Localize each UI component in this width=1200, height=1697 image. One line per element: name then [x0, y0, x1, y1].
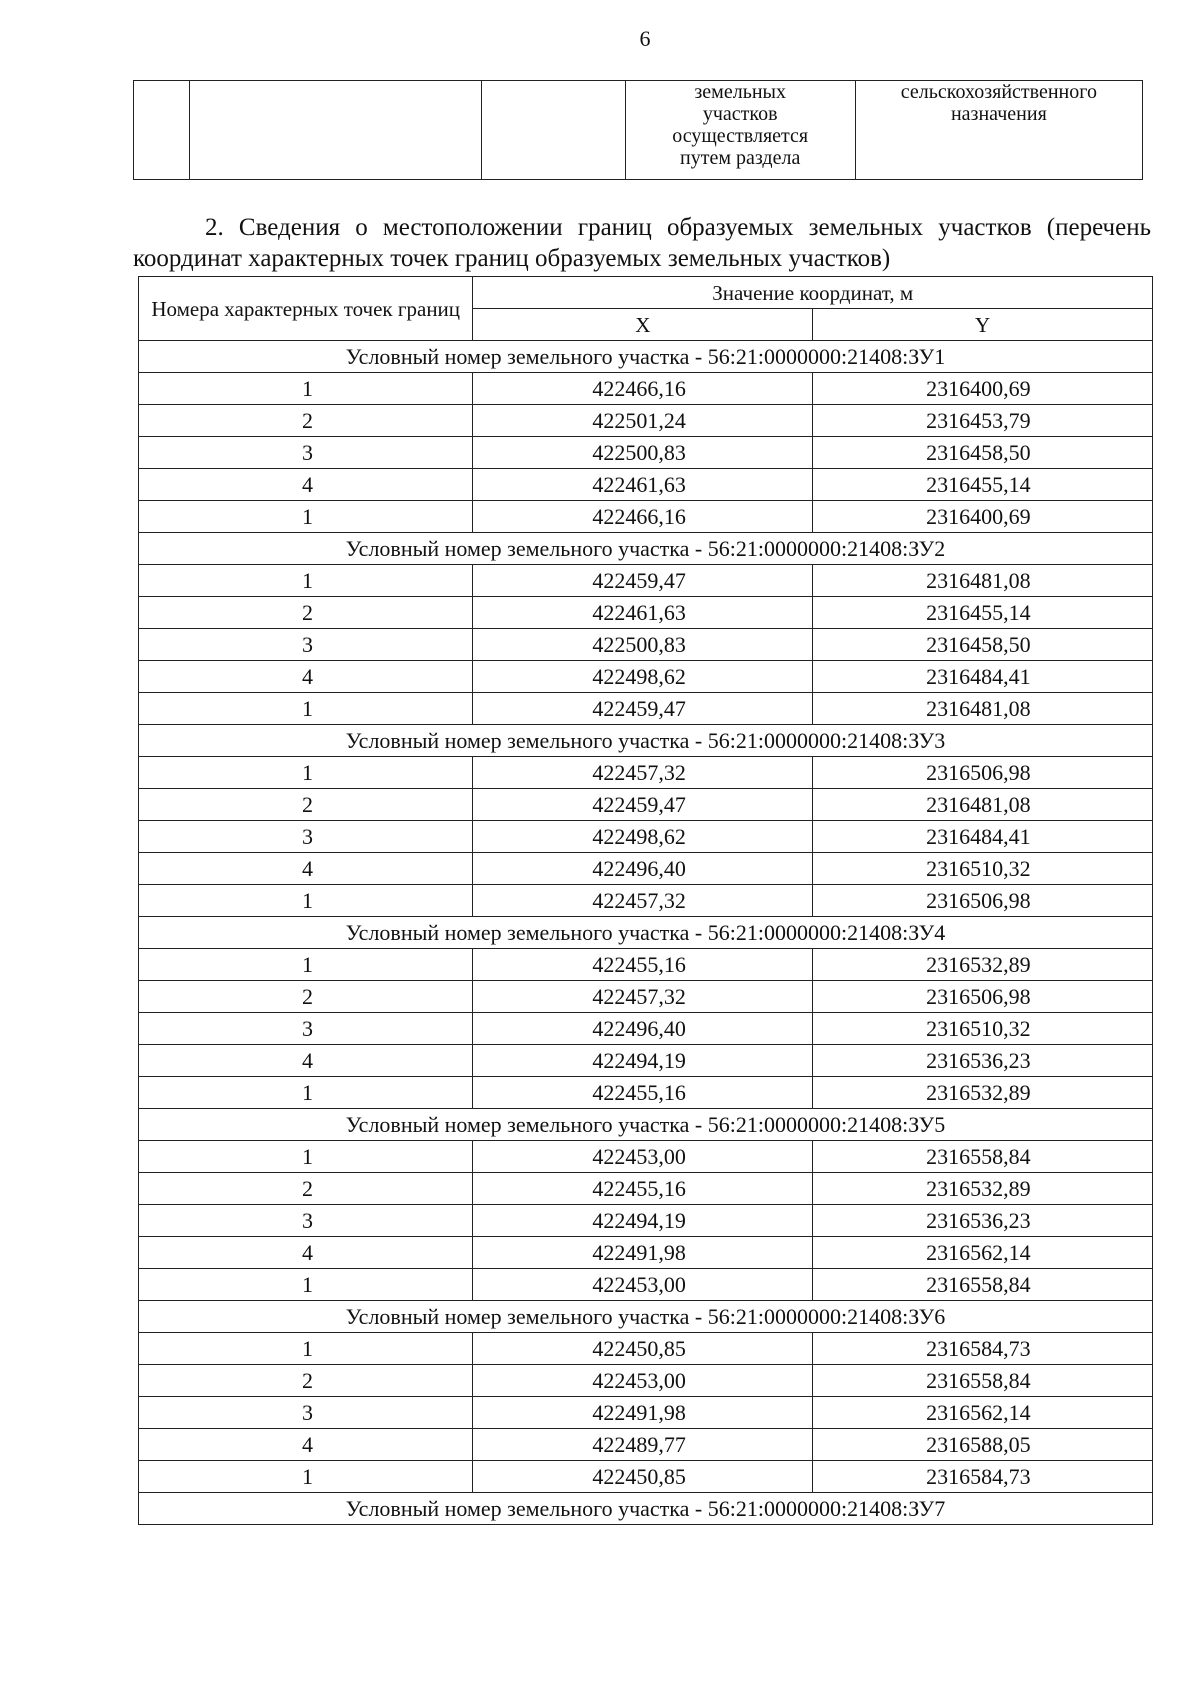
- page-number: 6: [639, 26, 651, 51]
- coordinate-x: 422455,16: [473, 949, 813, 981]
- table-cell: [625, 81, 855, 180]
- parcel-title: Условный номер земельного участка - 56:21:0000000:21408:ЗУ4: [139, 917, 1153, 949]
- coordinate-x: 422491,98: [473, 1397, 813, 1429]
- coordinate-x: 422450,85: [473, 1333, 813, 1365]
- table-row: [139, 981, 1153, 1013]
- section-heading-text: 2. Сведения о местоположении границ образуемых земельных участков (перечень координат характерных точек границ образуемых земельных участков): [133, 214, 1151, 272]
- coordinate-x: 422494,19: [473, 1205, 813, 1237]
- header-x: X: [473, 309, 813, 341]
- table-row: [139, 1333, 1153, 1365]
- coordinate-x: 422459,47: [473, 693, 813, 725]
- coordinate-x: 422459,47: [473, 789, 813, 821]
- coordinate-y: 2316562,14: [813, 1237, 1153, 1269]
- parcel-title-row: [139, 1493, 1153, 1525]
- coordinate-y: 2316506,98: [813, 981, 1153, 1013]
- coordinate-y: 2316532,89: [813, 949, 1153, 981]
- table-cell: [189, 81, 481, 180]
- coordinate-y: 2316532,89: [813, 1077, 1153, 1109]
- point-number: 1: [139, 1077, 473, 1109]
- cell-text-line: путем раздела: [680, 147, 801, 169]
- coordinate-x: 422457,32: [473, 981, 813, 1013]
- point-number: 1: [139, 1461, 473, 1493]
- table-row: [139, 373, 1153, 405]
- table-row: [139, 1365, 1153, 1397]
- table-row: [139, 1269, 1153, 1301]
- table-row: [139, 1173, 1153, 1205]
- parcel-title: Условный номер земельного участка - 56:21:0000000:21408:ЗУ2: [139, 533, 1153, 565]
- table-row: [139, 565, 1153, 597]
- parcel-title: Условный номер земельного участка - 56:21:0000000:21408:ЗУ7: [139, 1493, 1153, 1525]
- coordinate-x: 422466,16: [473, 373, 813, 405]
- table-row: [139, 629, 1153, 661]
- point-number: 2: [139, 981, 473, 1013]
- cell-text-line: участков: [702, 103, 778, 125]
- table-row: [139, 693, 1153, 725]
- cell-text-line: сельскохозяйственного: [900, 81, 1097, 103]
- header-y: Y: [813, 309, 1153, 341]
- coordinate-x: 422453,00: [473, 1365, 813, 1397]
- coordinate-y: 2316510,32: [813, 1013, 1153, 1045]
- point-number: 4: [139, 661, 473, 693]
- table-row: [134, 81, 1143, 180]
- coordinate-y: 2316562,14: [813, 1397, 1153, 1429]
- cell-text-line: осуществляется: [672, 125, 809, 147]
- table-row: [139, 789, 1153, 821]
- parcel-title-row: [139, 341, 1153, 373]
- table-row: [139, 885, 1153, 917]
- coordinate-y: 2316481,08: [813, 693, 1153, 725]
- coordinate-x: 422450,85: [473, 1461, 813, 1493]
- coordinate-y: 2316584,73: [813, 1333, 1153, 1365]
- coordinate-x: 422500,83: [473, 629, 813, 661]
- point-number: 1: [139, 501, 473, 533]
- point-number: 1: [139, 373, 473, 405]
- table-cell: [855, 81, 1142, 180]
- coordinate-x: 422500,83: [473, 437, 813, 469]
- table-cell: [481, 81, 625, 180]
- table-row: [139, 1141, 1153, 1173]
- point-number: 1: [139, 949, 473, 981]
- coordinate-x: 422461,63: [473, 469, 813, 501]
- table-row: [139, 469, 1153, 501]
- point-number: 4: [139, 1237, 473, 1269]
- point-number: 2: [139, 597, 473, 629]
- point-number: 1: [139, 565, 473, 597]
- coordinate-x: 422498,62: [473, 821, 813, 853]
- table-row: [139, 1077, 1153, 1109]
- coordinate-y: 2316584,73: [813, 1461, 1153, 1493]
- table-row: [139, 1461, 1153, 1493]
- coordinate-y: 2316536,23: [813, 1205, 1153, 1237]
- header-points: Номера характерных точек границ: [139, 277, 473, 341]
- point-number: 1: [139, 1141, 473, 1173]
- coordinate-x: 422461,63: [473, 597, 813, 629]
- coordinate-y: 2316506,98: [813, 885, 1153, 917]
- coordinate-y: 2316536,23: [813, 1045, 1153, 1077]
- coordinate-y: 2316458,50: [813, 437, 1153, 469]
- point-number: 2: [139, 1173, 473, 1205]
- coordinate-y: 2316484,41: [813, 661, 1153, 693]
- parcel-title-row: [139, 533, 1153, 565]
- coordinate-y: 2316455,14: [813, 597, 1153, 629]
- point-number: 3: [139, 629, 473, 661]
- point-number: 1: [139, 1269, 473, 1301]
- coordinate-x: 422457,32: [473, 757, 813, 789]
- table-row: [139, 437, 1153, 469]
- point-number: 3: [139, 1013, 473, 1045]
- header-values: Значение координат, м: [473, 277, 1153, 309]
- coordinate-y: 2316558,84: [813, 1269, 1153, 1301]
- table-header-row: [139, 277, 1153, 309]
- coordinate-y: 2316532,89: [813, 1173, 1153, 1205]
- table-row: [139, 1237, 1153, 1269]
- coordinate-y: 2316400,69: [813, 501, 1153, 533]
- table-row: [139, 501, 1153, 533]
- coordinate-x: 422453,00: [473, 1141, 813, 1173]
- coordinate-x: 422466,16: [473, 501, 813, 533]
- table-row: [139, 853, 1153, 885]
- coordinate-y: 2316458,50: [813, 629, 1153, 661]
- point-number: 2: [139, 405, 473, 437]
- point-number: 1: [139, 757, 473, 789]
- table-row: [139, 821, 1153, 853]
- coordinate-x: 422498,62: [473, 661, 813, 693]
- table-row: [139, 757, 1153, 789]
- coordinate-y: 2316453,79: [813, 405, 1153, 437]
- coordinates-table: [138, 276, 1153, 1525]
- coordinate-x: 422459,47: [473, 565, 813, 597]
- point-number: 2: [139, 789, 473, 821]
- point-number: 4: [139, 469, 473, 501]
- table-cell: [134, 81, 190, 180]
- parcel-title: Условный номер земельного участка - 56:21:0000000:21408:ЗУ5: [139, 1109, 1153, 1141]
- parcel-title-row: [139, 725, 1153, 757]
- point-number: 3: [139, 437, 473, 469]
- table-row: [139, 405, 1153, 437]
- cell-text-line: земельных: [694, 81, 786, 103]
- table-row: [139, 949, 1153, 981]
- point-number: 3: [139, 821, 473, 853]
- section-heading: [133, 212, 1151, 274]
- coordinate-x: 422489,77: [473, 1429, 813, 1461]
- coordinates-table-body: [139, 341, 1153, 1525]
- table-row: [139, 1205, 1153, 1237]
- coordinate-x: 422494,19: [473, 1045, 813, 1077]
- point-number: 2: [139, 1365, 473, 1397]
- coordinate-y: 2316481,08: [813, 789, 1153, 821]
- point-number: 4: [139, 1045, 473, 1077]
- parcel-title: Условный номер земельного участка - 56:21:0000000:21408:ЗУ6: [139, 1301, 1153, 1333]
- coordinate-x: 422453,00: [473, 1269, 813, 1301]
- coordinate-x: 422496,40: [473, 1013, 813, 1045]
- coordinate-y: 2316510,32: [813, 853, 1153, 885]
- table-row: [139, 1013, 1153, 1045]
- point-number: 4: [139, 853, 473, 885]
- coordinate-y: 2316558,84: [813, 1365, 1153, 1397]
- point-number: 4: [139, 1429, 473, 1461]
- table-row: [139, 1397, 1153, 1429]
- coordinate-y: 2316588,05: [813, 1429, 1153, 1461]
- coordinate-y: 2316400,69: [813, 373, 1153, 405]
- table-row: [139, 1045, 1153, 1077]
- point-number: 1: [139, 1333, 473, 1365]
- coordinate-y: 2316558,84: [813, 1141, 1153, 1173]
- point-number: 3: [139, 1205, 473, 1237]
- coordinate-y: 2316481,08: [813, 565, 1153, 597]
- coordinate-x: 422501,24: [473, 405, 813, 437]
- coordinate-x: 422496,40: [473, 853, 813, 885]
- coordinate-x: 422491,98: [473, 1237, 813, 1269]
- coordinate-y: 2316455,14: [813, 469, 1153, 501]
- coordinate-x: 422455,16: [473, 1077, 813, 1109]
- cell-text-line: назначения: [950, 103, 1047, 125]
- parcel-title-row: [139, 1109, 1153, 1141]
- coordinate-y: 2316506,98: [813, 757, 1153, 789]
- point-number: 3: [139, 1397, 473, 1429]
- parcel-title: Условный номер земельного участка - 56:21:0000000:21408:ЗУ1: [139, 341, 1153, 373]
- coordinate-x: 422455,16: [473, 1173, 813, 1205]
- point-number: 1: [139, 885, 473, 917]
- table-row: [139, 597, 1153, 629]
- continuation-table: [133, 80, 1143, 180]
- coordinate-y: 2316484,41: [813, 821, 1153, 853]
- parcel-title-row: [139, 917, 1153, 949]
- table-row: [139, 661, 1153, 693]
- coordinate-x: 422457,32: [473, 885, 813, 917]
- parcel-title: Условный номер земельного участка - 56:21:0000000:21408:ЗУ3: [139, 725, 1153, 757]
- table-row: [139, 1429, 1153, 1461]
- parcel-title-row: [139, 1301, 1153, 1333]
- point-number: 1: [139, 693, 473, 725]
